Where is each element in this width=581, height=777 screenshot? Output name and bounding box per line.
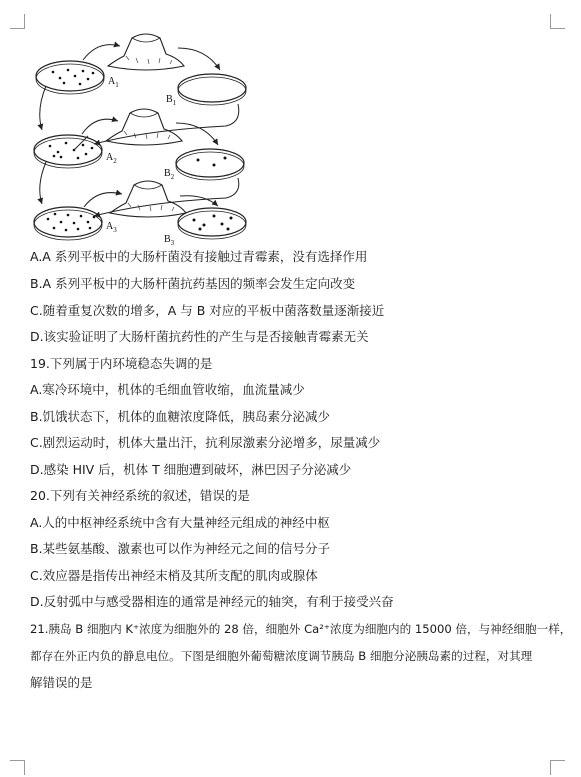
label-b2: $B_2$ bbox=[164, 168, 175, 181]
q18-option-c: C.随着重复次数的增多，A 与 B 对应的平板中菌落数量逐渐接近 bbox=[30, 303, 385, 318]
label-b3: $B_3$ bbox=[164, 234, 175, 247]
velvet-stamp-2 bbox=[106, 109, 182, 145]
corner-mark-bottom-left bbox=[10, 760, 25, 775]
q18-option-b: B.A 系列平板中的大肠杆菌抗药基因的频率会发生定向改变 bbox=[30, 276, 356, 291]
plate-a1 bbox=[36, 61, 104, 94]
plate-a2 bbox=[34, 135, 102, 168]
plate-b3 bbox=[178, 208, 246, 239]
q21-stem-line-3: 解错误的是 bbox=[30, 675, 93, 690]
label-a3: $A_3$ bbox=[106, 221, 117, 234]
q21-stem-line-1: 21.胰岛 B 细胞内 K⁺浓度为细胞外的 28 倍，细胞外 Ca²⁺浓度为细胞内的 15000 倍，与神经细胞一样， bbox=[30, 622, 572, 636]
q19-option-a: A.寒冷环境中，机体的毛细血管收缩，血流量减少 bbox=[30, 382, 305, 397]
q18-option-d: D.该实验证明了大肠杆菌抗药性的产生与是否接触青霉素无关 bbox=[30, 329, 369, 344]
corner-mark-top-right bbox=[550, 14, 565, 29]
label-a1: $A_1$ bbox=[108, 76, 119, 89]
plate-b1 bbox=[178, 74, 246, 105]
q19-option-b: B.饥饿状态下，机体的血糖浓度降低，胰岛素分泌减少 bbox=[30, 409, 331, 424]
q21-stem-line-2: 都存在外正内负的静息电位。下图是细胞外葡萄糖浓度调节胰岛 B 细胞分泌胰岛素的过程，对其理 bbox=[30, 649, 533, 663]
q20-option-c: C.效应器是指传出神经末梢及其所支配的肌肉或腺体 bbox=[30, 568, 318, 583]
velvet-stamp-1 bbox=[108, 34, 184, 70]
q20-option-a: A.人的中枢神经系统中含有大量神经元组成的神经中枢 bbox=[30, 515, 330, 530]
q19-stem: 19.下列属于内环境稳态失调的是 bbox=[30, 356, 213, 371]
q20-stem: 20.下列有关神经系统的叙述，错误的是 bbox=[30, 488, 250, 503]
corner-mark-bottom-right bbox=[550, 760, 565, 775]
velvet-stamp-3 bbox=[110, 181, 186, 217]
q19-option-d: D.感染 HIV 后，机体 T 细胞遭到破坏，淋巴因子分泌减少 bbox=[30, 462, 352, 477]
plate-a3 bbox=[34, 207, 102, 240]
label-b1: $B_1$ bbox=[166, 94, 177, 107]
replica-plating-figure bbox=[28, 26, 268, 248]
q19-option-c: C.剧烈运动时，机体大量出汗，抗利尿激素分泌增多，尿量减少 bbox=[30, 435, 381, 450]
q20-option-d: D.反射弧中与感受器相连的通常是神经元的轴突，有利于接受兴奋 bbox=[30, 594, 394, 609]
plate-b2 bbox=[176, 149, 244, 180]
label-a2: $A_2$ bbox=[106, 152, 117, 165]
corner-mark-top-left bbox=[10, 14, 25, 29]
q20-option-b: B.某些氨基酸、激素也可以作为神经元之间的信号分子 bbox=[30, 541, 331, 556]
q18-option-a: A.A 系列平板中的大肠杆菌没有接触过青霉素，没有选择作用 bbox=[30, 249, 368, 264]
